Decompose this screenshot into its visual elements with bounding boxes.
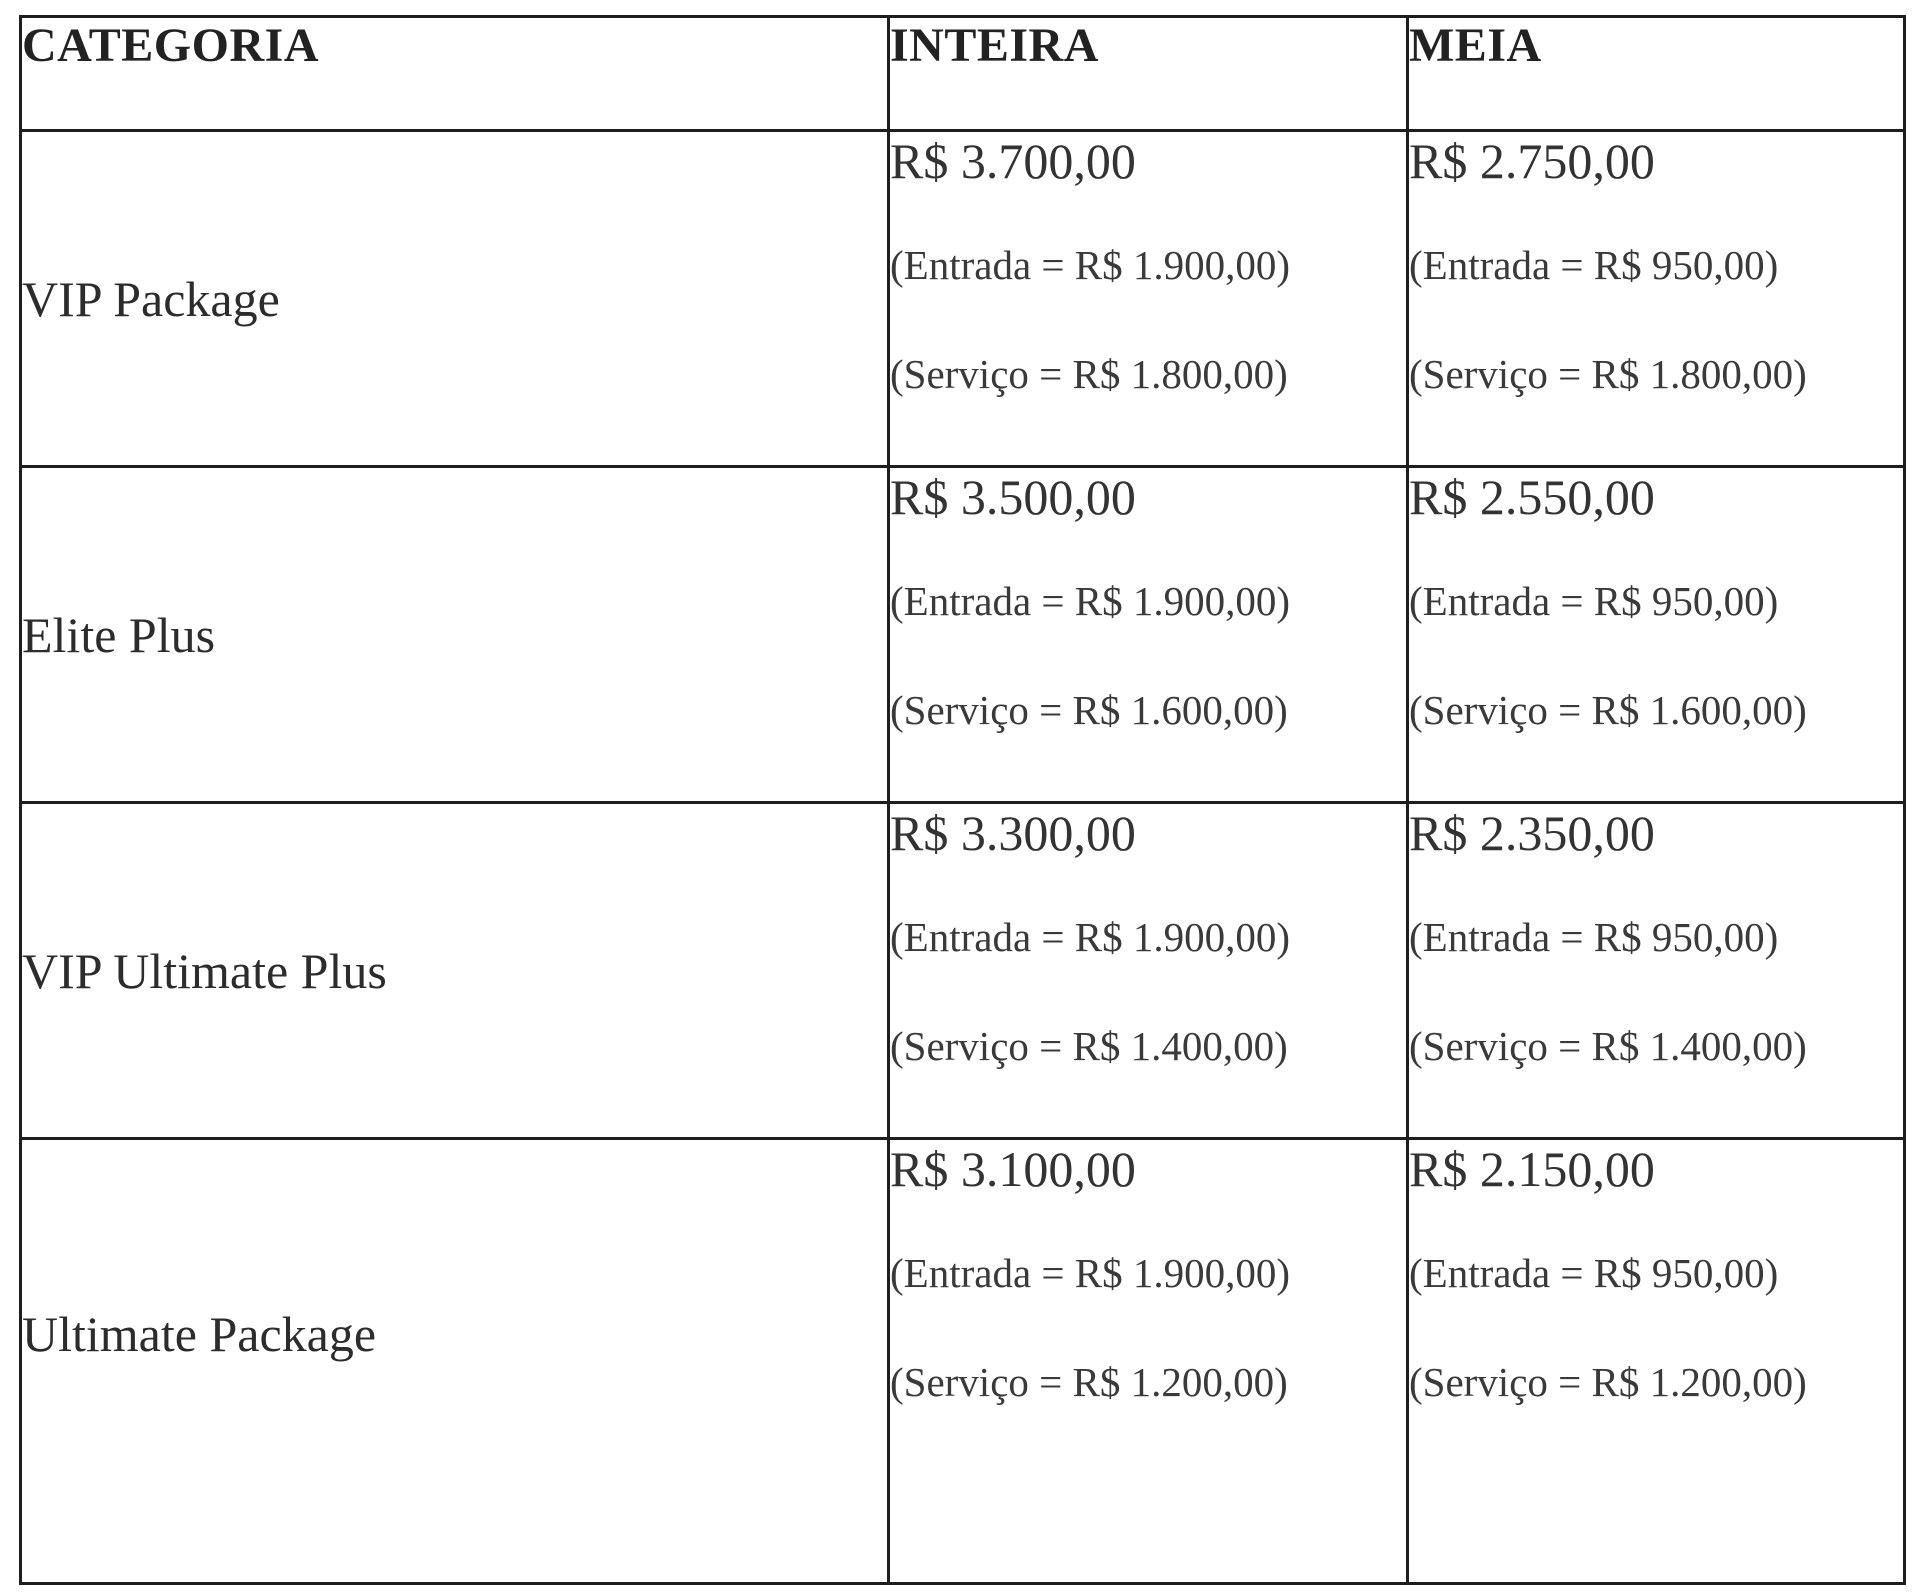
category-cell: Elite Plus bbox=[21, 467, 889, 803]
meia-total: R$ 2.350,00 bbox=[1409, 805, 1655, 861]
inteira-total: R$ 3.500,00 bbox=[890, 469, 1136, 525]
inteira-total: R$ 3.700,00 bbox=[890, 133, 1136, 189]
meia-entrada: (Entrada = R$ 950,00) bbox=[1409, 242, 1779, 288]
header-inteira: INTEIRA bbox=[889, 17, 1408, 131]
meia-entrada: (Entrada = R$ 950,00) bbox=[1409, 578, 1779, 624]
category-cell: VIP Package bbox=[21, 131, 889, 467]
meia-cell bbox=[1408, 467, 1905, 803]
inteira-entrada: (Entrada = R$ 1.900,00) bbox=[890, 914, 1291, 960]
table-row bbox=[21, 467, 1905, 803]
meia-cell bbox=[1408, 803, 1905, 1139]
table-row bbox=[21, 1139, 1905, 1584]
table-row bbox=[21, 803, 1905, 1139]
meia-servico: (Serviço = R$ 1.600,00) bbox=[1409, 687, 1807, 733]
inteira-servico: (Serviço = R$ 1.200,00) bbox=[890, 1359, 1288, 1405]
category-cell: Ultimate Package bbox=[21, 1139, 889, 1584]
meia-total: R$ 2.150,00 bbox=[1409, 1141, 1655, 1197]
price-table bbox=[19, 15, 1906, 1585]
category-cell: VIP Ultimate Plus bbox=[21, 803, 889, 1139]
meia-servico: (Serviço = R$ 1.800,00) bbox=[1409, 351, 1807, 397]
header-categoria: CATEGORIA bbox=[21, 17, 889, 131]
meia-cell bbox=[1408, 131, 1905, 467]
meia-total: R$ 2.750,00 bbox=[1409, 133, 1655, 189]
meia-cell bbox=[1408, 1139, 1905, 1584]
meia-servico: (Serviço = R$ 1.400,00) bbox=[1409, 1023, 1807, 1069]
inteira-entrada: (Entrada = R$ 1.900,00) bbox=[890, 578, 1291, 624]
inteira-entrada: (Entrada = R$ 1.900,00) bbox=[890, 1250, 1291, 1296]
header-row bbox=[21, 17, 1905, 131]
inteira-cell bbox=[889, 803, 1408, 1139]
meia-entrada: (Entrada = R$ 950,00) bbox=[1409, 914, 1779, 960]
inteira-entrada: (Entrada = R$ 1.900,00) bbox=[890, 242, 1291, 288]
inteira-servico: (Serviço = R$ 1.800,00) bbox=[890, 351, 1288, 397]
table-row bbox=[21, 131, 1905, 467]
meia-total: R$ 2.550,00 bbox=[1409, 469, 1655, 525]
inteira-total: R$ 3.300,00 bbox=[890, 805, 1136, 861]
inteira-cell bbox=[889, 131, 1408, 467]
inteira-cell bbox=[889, 1139, 1408, 1584]
header-meia: MEIA bbox=[1408, 17, 1905, 131]
meia-entrada: (Entrada = R$ 950,00) bbox=[1409, 1250, 1779, 1296]
meia-servico: (Serviço = R$ 1.200,00) bbox=[1409, 1359, 1807, 1405]
inteira-servico: (Serviço = R$ 1.400,00) bbox=[890, 1023, 1288, 1069]
inteira-servico: (Serviço = R$ 1.600,00) bbox=[890, 687, 1288, 733]
inteira-cell bbox=[889, 467, 1408, 803]
inteira-total: R$ 3.100,00 bbox=[890, 1141, 1136, 1197]
